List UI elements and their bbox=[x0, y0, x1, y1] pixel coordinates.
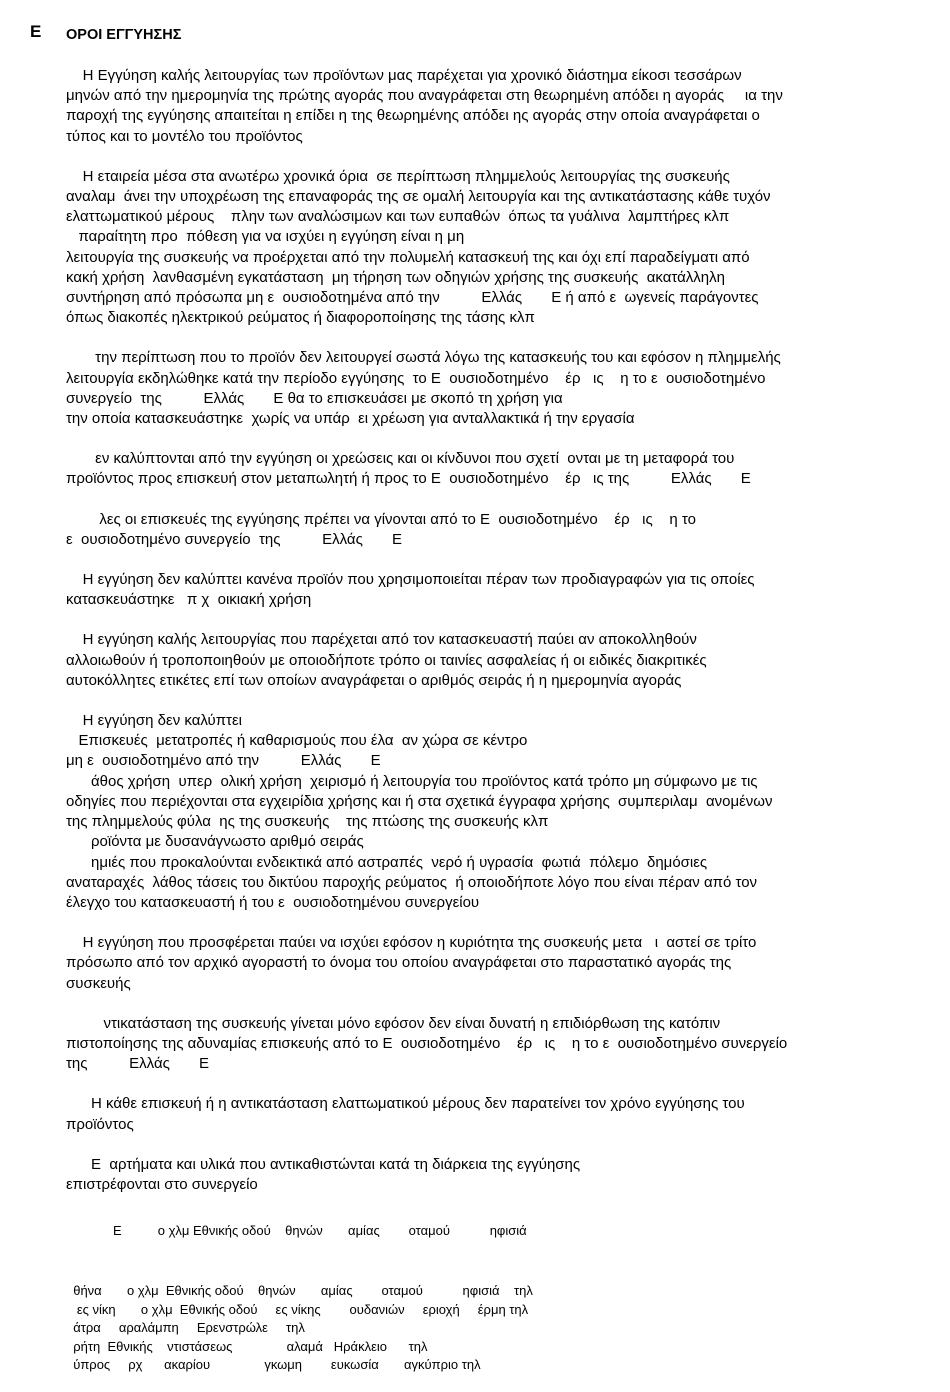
text-line: Η εταιρεία μέσα στα ανωτέρω χρονικά όρια σε περίπτωση πλημμελούς λειτουργίας της συσκευής bbox=[66, 167, 730, 185]
text-line: μηνών από την ημερομηνία της πρώτης αγοράς που αναγράφεται στη θεωρημένη απόδει η αγοράς ια την bbox=[66, 87, 783, 105]
text-line: ε ουσιοδοτημένο συνεργείο της Ελλάς Ε bbox=[66, 530, 402, 548]
text-line: αυτοκόλλητες ετικέτες επί των οποίων αναγράφεται ο αριθμός σειράς ή η ημερομηνία αγοράς bbox=[66, 671, 682, 689]
text-line: ντικατάσταση της συσκευής γίνεται μόνο εφόσον δεν είναι δυνατή η επιδιόρθωση της κατόπιν bbox=[66, 1014, 721, 1032]
text-line: ροϊόντα με δυσανάγνωστο αριθμό σειράς bbox=[66, 833, 364, 851]
main-branch-address: Ε ο χλμ Εθνικής οδού θηνών αμίας οταμού ηφισιά bbox=[66, 1223, 527, 1238]
text-line: λειτουργία εκδηλώθηκε κατά την περίοδο εγγύησης το Ε ουσιοδοτημένο έρ ις η το ε ουσιοδοτημένο bbox=[66, 369, 766, 387]
text-line: ελαττωματικού μέρους πλην των αναλώσιμων και των ευπαθών όπως τα γυάλινα λαμπτήρες κλπ bbox=[66, 208, 730, 226]
text-line: προϊόντος bbox=[66, 1115, 134, 1133]
text-line: συσκευής bbox=[66, 974, 131, 992]
text-line: ημιές που προκαλούνται ενδεικτικά από αστραπές νερό ή υγρασία φωτιά πόλεμο δημόσιες bbox=[66, 853, 708, 871]
logo-mark: Ε bbox=[30, 22, 42, 41]
text-line: Η Εγγύηση καλής λειτουργίας των προϊόντων μας παρέχεται για χρονικό διάστημα είκοσι τεσσάρων bbox=[66, 67, 742, 84]
branch-address: ύπρος ρχ ακαρίου γκωμη ευκωσία αγκύπριο τηλ bbox=[66, 1357, 481, 1372]
text-line: συντήρηση από πρόσωπα μη ε ουσιοδοτημένα από την Ελλάς Ε ή από ε ωγενείς παράγοντες bbox=[66, 289, 759, 307]
text-line: Ε αρτήματα και υλικά που αντικαθιστώνται κατά τη διάρκεια της εγγύησης bbox=[66, 1155, 581, 1173]
text-line: την περίπτωση που το προϊόν δεν λειτουργεί σωστά λόγω της κατασκευής του και εφόσον η πλημμελής bbox=[66, 349, 781, 367]
paragraph bbox=[66, 66, 916, 147]
warranty-terms-body bbox=[66, 66, 916, 1215]
text-line: κακή χρήση λανθασμένη εγκατάσταση μη τήρηση των οδηγιών χρήσης της συσκευής ακατάλληλη bbox=[66, 268, 725, 286]
text-line: προϊόντος προς επισκευή στον μεταπωλητή ή προς το Ε ουσιοδοτημένο έρ ις της Ελλάς Ε bbox=[66, 470, 751, 488]
paragraph bbox=[66, 630, 916, 691]
text-line: λες οι επισκευές της εγγύησης πρέπει να γίνονται από το Ε ουσιοδοτημένο έρ ις η το bbox=[66, 510, 696, 528]
text-line: επιστρέφονται στο συνεργείο bbox=[66, 1175, 258, 1193]
text-line: όπως διακοπές ηλεκτρικού ρεύματος ή διαφοροποίησης της τάσης κλπ bbox=[66, 309, 535, 327]
text-line: έλεγχο του κατασκευαστή ή του ε ουσιοδοτημένου συνεργείου bbox=[66, 893, 480, 911]
text-line: συνεργείο της Ελλάς Ε θα το επισκευάσει με σκοπό τη χρήση για bbox=[66, 389, 563, 407]
text-line: Η εγγύηση καλής λειτουργίας που παρέχεται από τον κατασκευαστή παύει αν αποκολληθούν bbox=[66, 631, 697, 649]
paragraph bbox=[66, 933, 916, 994]
text-line: λειτουργία της συσκευής να προέρχεται από την πολυμελή κατασκευή της και όχι επί παραδείγματι από bbox=[66, 248, 750, 266]
branch-address-list bbox=[66, 1282, 533, 1375]
text-line: Η κάθε επισκευή ή η αντικατάσταση ελαττωματικού μέρους δεν παρατείνει τον χρόνο εγγύησης του bbox=[66, 1095, 745, 1113]
text-line: πρόσωπο από τον αρχικό αγοραστή το όνομα του οποίου αναγράφεται στο παραστατικό αγοράς της bbox=[66, 954, 732, 972]
branch-address: θήνα ο χλμ Εθνικής οδού θηνών αμίας οταμού ηφισιά τηλ bbox=[66, 1283, 533, 1298]
paragraph bbox=[66, 510, 916, 550]
branch-address: ρήτη Εθνικής ντιστάσεως αλαμά Ηράκλειο τηλ bbox=[66, 1338, 428, 1354]
text-line: Επισκευές μετατροπές ή καθαρισμούς που έλα αν χώρα σε κέντρο bbox=[66, 732, 528, 750]
text-line: πιστοποίησης της αδυναμίας επισκευής από το Ε ουσιοδοτημένο έρ ις η το ε ουσιοδοτημένο συνεργείο bbox=[66, 1034, 788, 1052]
branch-address: άτρα αραλάμπη Ερενστρώλε τηλ bbox=[66, 1320, 305, 1335]
paragraph bbox=[66, 348, 916, 429]
text-line: Η εγγύηση δεν καλύπτει bbox=[66, 712, 243, 730]
text-line: Η εγγύηση δεν καλύπτει κανένα προϊόν που χρησιμοποιείται πέραν των προδιαγραφών για τις οποίες bbox=[66, 571, 755, 589]
text-line: αναταραχές λάθος τάσεις του δικτύου παροχής ρεύματος ή οποιοδήποτε λόγο που είναι πέραν από τον bbox=[66, 873, 758, 891]
text-line: αναλαμ άνει την υποχρέωση της επαναφοράς της σε ομαλή λειτουργία και της αντικατάστασης κάθε τυχόν bbox=[66, 188, 771, 206]
text-line: άθος χρήση υπερ ολική χρήση χειρισμό ή λειτουργία του προϊόντος κατά τρόπο μη σύμφωνο με τις bbox=[66, 772, 758, 790]
text-line: αλλοιωθούν ή τροποποιηθούν με οποιοδήποτε τρόπο οι ταινίες ασφαλείας ή οι ειδικές διακριτικές bbox=[66, 651, 707, 669]
text-line: κατασκευάστηκε π χ οικιακή χρήση bbox=[66, 591, 312, 609]
text-line: της Ελλάς Ε bbox=[66, 1055, 210, 1073]
paragraph bbox=[66, 570, 916, 610]
page-title: ΟΡΟΙ ΕΓΓΥΗΣΗΣ bbox=[66, 27, 182, 43]
paragraph bbox=[66, 1155, 916, 1195]
text-line: την οποία κατασκευάστηκε χωρίς να υπάρ ει χρέωση για ανταλλακτικά ή την εργασία bbox=[66, 410, 635, 428]
branch-address: ες νίκη ο χλμ Εθνικής οδού ες νίκης ουδανιών εριοχή έρμη τηλ bbox=[66, 1301, 529, 1317]
text-line: μη ε ουσιοδοτημένο από την Ελλάς Ε bbox=[66, 752, 381, 770]
text-line: της πλημμελούς φύλα ης της συσκευής της πτώσης της συσκευής κλπ bbox=[66, 813, 549, 831]
paragraph bbox=[66, 449, 916, 489]
paragraph bbox=[66, 1014, 916, 1075]
paragraph bbox=[66, 1094, 916, 1134]
text-line: Η εγγύηση που προσφέρεται παύει να ισχύει εφόσον η κυριότητα της συσκευής μετα ι αστεί σε τρίτο bbox=[66, 934, 757, 952]
text-line: παραίτητη προ πόθεση για να ισχύει η εγγύηση είναι η μη bbox=[66, 228, 465, 246]
paragraph bbox=[66, 711, 916, 913]
paragraph bbox=[66, 167, 916, 329]
text-line: εν καλύπτονται από την εγγύηση οι χρεώσεις και οι κίνδυνοι που σχετί ονται με τη μεταφορά του bbox=[66, 450, 735, 468]
text-line: παροχή της εγγύησης απαιτείται η επίδει η της θεωρημένης απόδει ης αγοράς στην οποία αναγράφεται ο bbox=[66, 107, 760, 125]
text-line: τύπος και το μοντέλο του προϊόντος bbox=[66, 127, 303, 145]
text-line: οδηγίες που περιέχονται στα εγχειρίδια χρήσης και ή στα σχετικά έγγραφα χρήσης συμπεριλαμ ανομένων bbox=[66, 792, 773, 810]
